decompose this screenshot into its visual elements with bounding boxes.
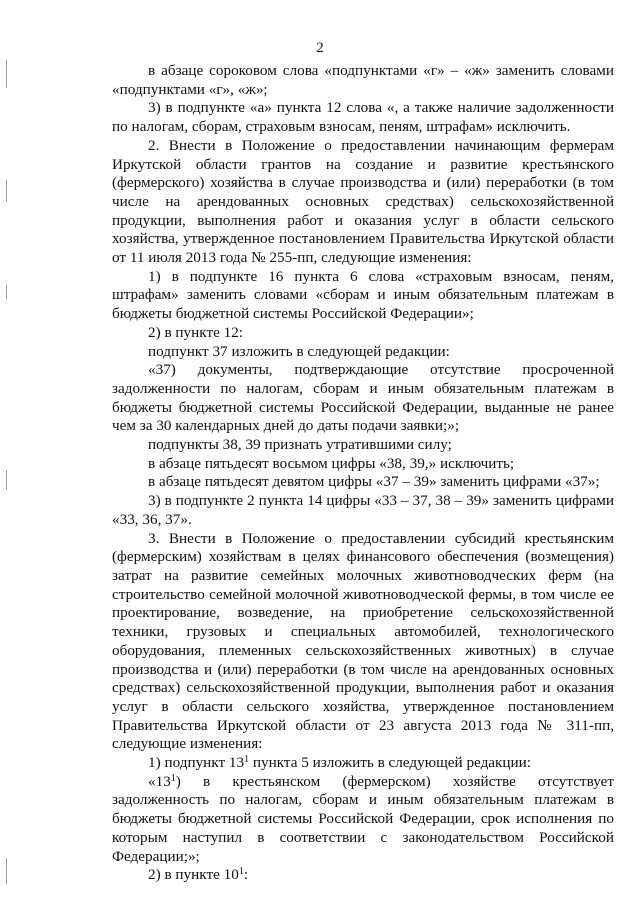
paragraph xyxy=(112,754,614,773)
text-line: Правительства Иркутской области от 23 августа 2013 года № 311-пп, xyxy=(112,716,614,734)
paragraph xyxy=(112,137,614,268)
paragraph xyxy=(112,455,614,474)
text-line: 1) подпункт $13^1$ пункта 5 изложить в следующей редакции: xyxy=(148,754,532,772)
scan-margin-mark xyxy=(6,285,7,299)
text-line: «подпунктами «г», «ж»; xyxy=(112,80,268,98)
page-number: 2 xyxy=(316,40,324,56)
text-line: 3) в подпункте «а» пункта 12 слова «, а также наличие задолженности xyxy=(148,99,614,117)
text-line: чем за 30 календарных дней до даты подачи заявки;»; xyxy=(112,417,460,435)
document-body xyxy=(112,62,614,885)
superscript: 1 xyxy=(244,754,250,766)
paragraph xyxy=(112,436,614,455)
paragraph xyxy=(112,773,614,867)
text-line: «37) документы, подтверждающие отсутствие просроченной xyxy=(148,361,614,379)
paragraph xyxy=(112,268,614,324)
text-line: техники, грузовых и специальных автомобилей, технологического xyxy=(112,623,614,641)
text-line: затрат на развитие семейных молочных животноводческих ферм (на xyxy=(112,566,614,584)
paragraph xyxy=(112,62,614,99)
text-line: оборудования, племенных сельскохозяйственных животных) в случае xyxy=(112,641,614,659)
text-line: «$13^1$) в крестьянском (фермерском) хозяйстве отсутствует xyxy=(148,772,614,790)
text-line: бюджеты бюджетной системы Российской Федерации, срок исполнения по xyxy=(112,810,614,828)
text-line: 2. Внести в Положение о предоставлении начинающим фермерам xyxy=(148,136,614,154)
text-line: средствах) сельскохозяйственной продукции, выполнения работ и оказания xyxy=(112,679,614,697)
paragraph xyxy=(112,866,614,885)
text-line: хозяйства, утвержденное постановлением Правительства Иркутской области xyxy=(112,230,614,248)
text-line: в абзаце пятьдесят девятом цифры «37 – 39» заменить цифрами «37»; xyxy=(148,473,600,491)
text-line: от 11 июля 2013 года № 255-пп, следующие изменения: xyxy=(112,249,472,267)
text-line: (фермерского) хозяйства в случае производства и (или) переработки (в том xyxy=(112,174,614,192)
text-line: бюджеты бюджетной системы Российской Федерации»; xyxy=(112,305,474,323)
text-line: Федерации;»; xyxy=(112,847,200,865)
paragraph xyxy=(112,99,614,136)
scan-margin-mark xyxy=(6,858,7,884)
text-line: подпункт 37 изложить в следующей редакции: xyxy=(148,342,450,360)
text-line: в абзаце пятьдесят восьмом цифры «38, 39,» исключить; xyxy=(148,454,515,472)
paragraph xyxy=(112,530,614,754)
text-line: «33, 36, 37». xyxy=(112,510,192,528)
scan-margin-mark xyxy=(6,60,7,88)
text-line: Иркутской области грантов на создание и развитие крестьянского xyxy=(112,155,614,173)
superscript: 1 xyxy=(238,866,244,878)
text-line: строительство семейной молочной животноводческой фермы, в том числе ее xyxy=(112,585,614,603)
text-line: задолженности по налогам, сборам и иным обязательным платежам в xyxy=(112,379,614,397)
scan-margin-mark xyxy=(6,180,7,202)
text-line: услуг в области сельского хозяйства, утвержденное постановлением xyxy=(112,697,614,715)
text-line: (фермерским) хозяйствам в целях финансового обеспечения (возмещения) xyxy=(112,548,614,566)
text-line: 1) в подпункте 16 пункта 6 слова «страховым взносам, пеням, xyxy=(148,267,614,285)
paragraph xyxy=(112,324,614,343)
text-line: 2) в пункте $10^1$: xyxy=(148,866,249,884)
text-line: которым наступил в соответствии с законодательством Российской xyxy=(112,828,614,846)
text-line: по налогам, сборам, страховым взносам, пеням, штрафам» исключить. xyxy=(112,118,571,136)
paragraph xyxy=(112,492,614,529)
text-line: 2) в пункте 12: xyxy=(148,323,244,341)
text-line: задолженность по налогам, сборам и иным обязательным платежам в xyxy=(112,791,614,809)
paragraph xyxy=(112,343,614,362)
text-line: продукции, выполнения работ и оказания услуг в области сельского xyxy=(112,211,614,229)
text-line: 3) в подпункте 2 пункта 14 цифры «33 – 37, 38 – 39» заменить цифрами xyxy=(148,492,614,510)
text-line: 3. Внести в Положение о предоставлении субсидий крестьянским xyxy=(148,529,614,547)
text-line: бюджеты бюджетной системы Российской Федерации, выданные не ранее xyxy=(112,398,614,416)
text-line: проектирование, возведение, на приобретение сельскохозяйственной xyxy=(112,604,614,622)
superscript: 1 xyxy=(170,772,176,784)
text-line: в абзаце сороковом слова «подпунктами «г» – «ж» заменить словами xyxy=(148,62,614,79)
text-line: подпункты 38, 39 признать утратившими силу; xyxy=(148,436,452,454)
text-line: числе на арендованных основных средствах) сельскохозяйственной xyxy=(112,192,614,210)
paragraph xyxy=(112,361,614,436)
paragraph xyxy=(112,473,614,492)
scan-margin-mark xyxy=(6,470,7,490)
text-line: производства и (или) переработки (в том числе на арендованных основных xyxy=(112,660,614,678)
text-line: следующие изменения: xyxy=(112,735,263,753)
text-line: штрафам» заменить словами «сборам и иным обязательным платежам в xyxy=(112,286,614,304)
